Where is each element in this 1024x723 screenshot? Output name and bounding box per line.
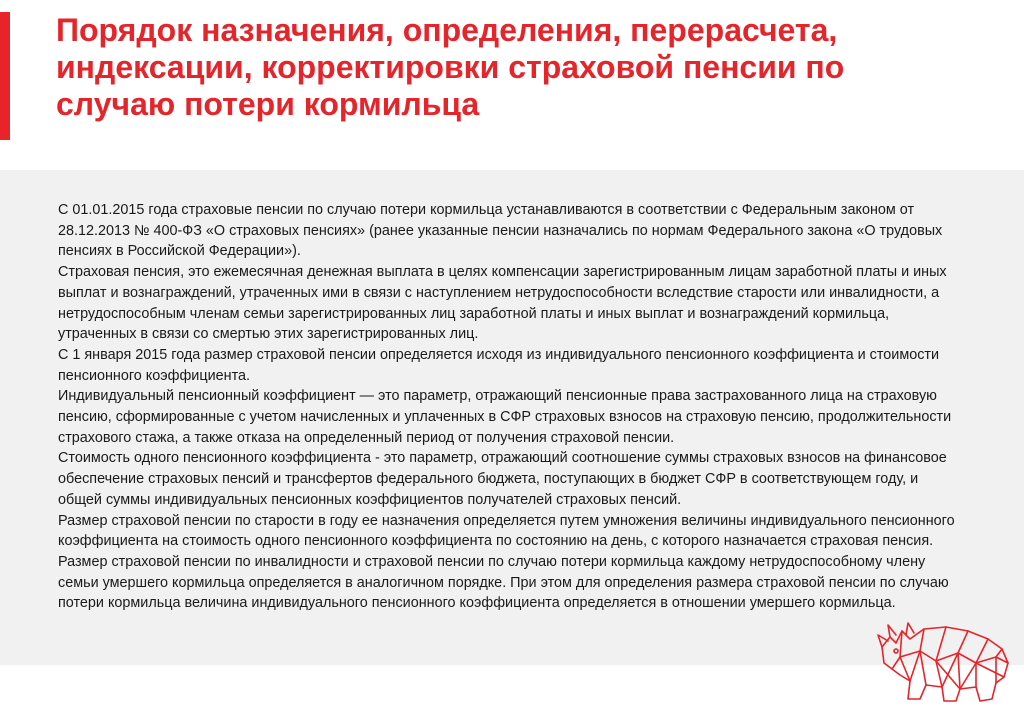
paragraph-law: С 01.01.2015 года страховые пенсии по случаю потери кормильца устанавливаются в соответствии с Федеральным законом от 28.12.2013 № 400-ФЗ «О страховых пенсиях» (ранее указанные пенсии назначались по нормам Федерального закона «О трудовых пенсиях в Российской Федерации»). <box>58 202 943 260</box>
slide-title: Порядок назначения, определения, перерасчета, индексации, корректировки страховой пенсии по случаю потери кормильца <box>56 12 845 122</box>
accent-bar <box>0 12 10 140</box>
paragraph-cost: Стоимость одного пенсионного коэффициента - это параметр, отражающий соотношение суммы страховых взносов на финансовое обеспечение страховых пенсий и трансфертов федерального бюджета, поступающих в бюджет СФР в соответствующем году, и общей суммы индивидуальных пенсионных коэффициентов получателей страховых пенсий. <box>58 450 947 508</box>
rhino-logo-icon <box>876 617 1014 709</box>
paragraph-old-age: Размер страховой пенсии по старости в году ее назначения определяется путем умножения величины индивидуального пенсионного коэффициента на стоимость одного пенсионного коэффициента по состоянию на день, с которого назначается страховая пенсия. <box>58 512 955 550</box>
body-text <box>58 200 963 614</box>
paragraph-ipk: Индивидуальный пенсионный коэффициент — это параметр, отражающий пенсионные права застрахованного лица на страховую пенсию, сформированные с учетом начисленных и уплаченных в СФР страховых взносов на страховую пенсию, продолжительности страхового стажа, а также отказа на определенный период от получения страховой пенсии. <box>58 388 952 446</box>
paragraph-survivor: Размер страховой пенсии по инвалидности и страховой пенсии по случаю потери кормильца каждому нетрудоспособному члену семьи умершего кормильца определяется в аналогичном порядке. При этом для определения размера страховой пенсии по случаю потери кормильца величина индивидуального пенсионного коэффициента определяется в отношении умершего кормильца. <box>58 553 949 612</box>
paragraph-definition: Страховая пенсия, это ежемесячная денежная выплата в целях компенсации зарегистрированным лицам заработной платы и иных выплат и вознаграждений, утраченных ими в связи с наступлением нетрудоспособности вследствие старости или инвалидности, а нетрудоспособным членам семьи зарегистрированных лиц заработной платы и иных выплат и вознаграждений кормильца, утраченных в связи со смертью этих зарегистрированных лиц. <box>58 264 947 343</box>
paragraph-2015: С 1 января 2015 года размер страховой пенсии определяется исходя из индивидуального пенсионного коэффициента и стоимости пенсионного коэффициента. <box>58 346 940 384</box>
